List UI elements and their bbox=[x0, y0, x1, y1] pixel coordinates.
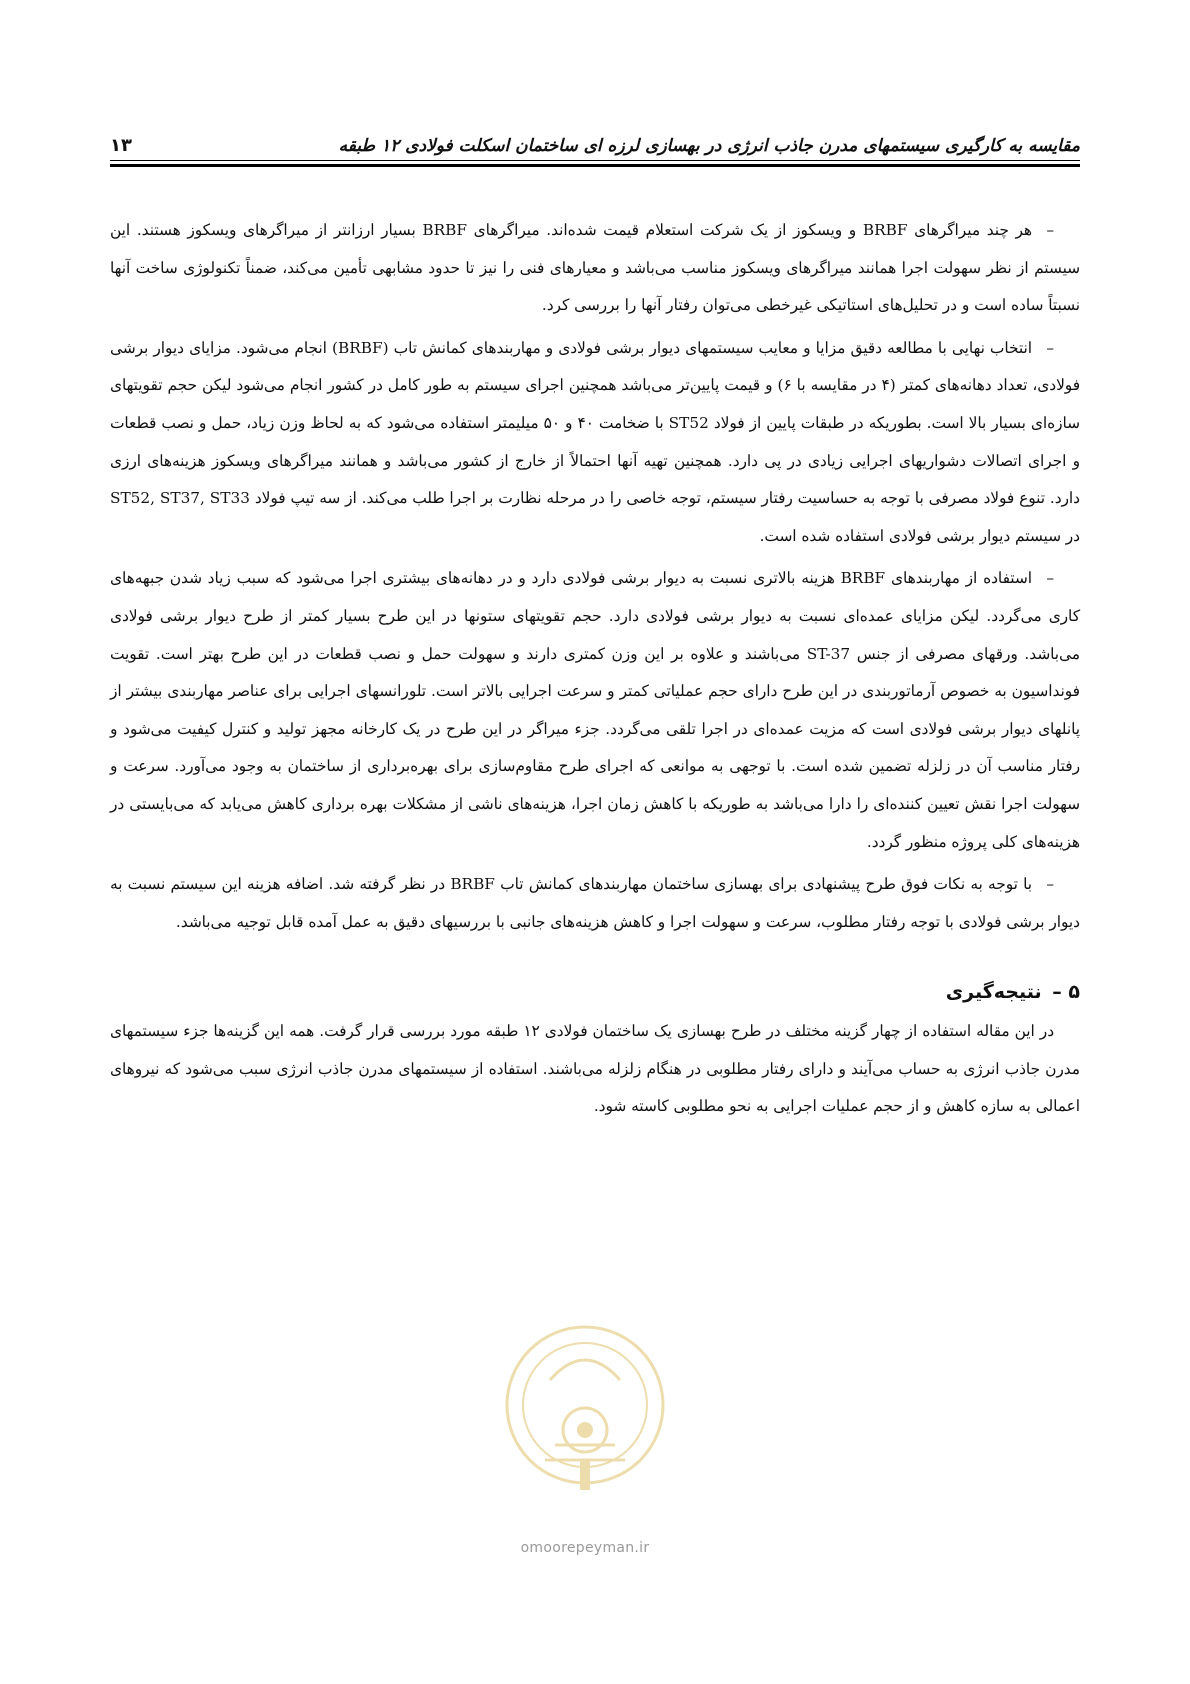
bullet-dash: – bbox=[1046, 875, 1055, 894]
bullet-paragraph bbox=[110, 560, 1080, 861]
body-content bbox=[110, 212, 1080, 1126]
section-title: نتیجه‌گیری bbox=[945, 981, 1042, 1004]
bullet-paragraph bbox=[110, 866, 1080, 941]
bullet-paragraph bbox=[110, 330, 1080, 556]
section-number: ۵ – bbox=[1052, 981, 1080, 1004]
running-title: مقایسه به کارگیری سیستمهای مدرن جاذب انرژی در بهسازی لرزه ای ساختمان اسکلت فولادی ۱۲ طبقه bbox=[338, 136, 1080, 156]
bullet-dash: – bbox=[1046, 569, 1054, 588]
header-rule-thick bbox=[110, 164, 1080, 167]
bullet-dash: – bbox=[1046, 221, 1054, 239]
paragraph-text: هر چند میراگرهای BRBF و ویسکوز از یک شرکت استعلام قیمت شده‌اند. میراگرهای BRBF بسیار ارزانتر از میراگرهای ویسکوز هستند. این سیستم از نظر سهولت اجرا همانند میراگرهای ویسکوز مناسب می‌باشد و معیارهای فنی را نیز تا حدود مشابهی تأمین می‌کند، ضمناً تکنولوژی ساخت آنها نسبتاً ساده است و در تحلیل‌های استاتیکی غیرخطی می‌توان رفتار آنها را بررسی کرد. bbox=[110, 221, 1080, 315]
conclusion-paragraph: در این مقاله استفاده از چهار گزینه مختلف در طرح بهسازی یک ساختمان فولادی ۱۲ طبقه مورد بررسی قرار گرفت. همه این گزینه‌ها جزء سیستمهای مدرن جاذب انرژی به حساب می‌آیند و دارای رفتار مطلوبی در هنگام زلزله می‌باشند. استفاده از سیستمهای مدرن جاذب انرژی سبب می‌شود که نیروهای اعمالی به سازه کاهش و از حجم عملیات اجرایی به نحو مطلوبی کاسته شود. bbox=[110, 1022, 1080, 1116]
watermark-text: omoorepeyman.ir bbox=[520, 1540, 650, 1556]
paragraph-text: استفاده از مهاربندهای BRBF هزینه بالاتری نسبت به دیوار برشی فولادی دارد و در دهانه‌های بیشتری اجرا می‌شود که سبب زیاد شدن جبهه‌های کاری می‌گردد. لیکن مزایای عمده‌ای نسبت به دیوار برشی فولادی دارد. حجم تقویتهای ستونها در این طرح بسیار کمتر از طرح دیوار برشی فولادی می‌باشد. ورقهای مصرفی از جنس ST-37 می‌باشند و علاوه بر این وزن کمتری دارند و سهولت حمل و نصب قطعات در این طرح بهتر است. تقویت فونداسیون به خصوص آرماتوربندی در این طرح دارای حجم عملیاتی کمتر و سرعت اجرایی بالاتر است. تلورانسهای اجرایی برای عناصر مهاربندی بیشتر از پانلهای دیوار برشی فولادی است که مزیت عمده‌ای در اجرا تلقی می‌گردد. جزء میراگر در این طرح در یک کارخانه مجهز تولید و کنترل کیفیت می‌شود و رفتار مناسب آن در زلزله تضمین شده است. با توجهی به موانعی که اجرای طرح مقاوم‌سازی برای بهره‌برداری از ساختمان به وجود می‌آورد. سرعت و سهولت اجرا نقش تعیین کننده‌ای را دارا می‌باشد به طوریکه با کاهش زمان اجرا، هزینه‌های ناشی از مشکلات بهره برداری کاهش می‌یابد که می‌بایستی در هزینه‌های کلی پروژه منظور گردد. bbox=[110, 569, 1081, 851]
bullet-paragraph bbox=[110, 212, 1080, 325]
page-number: ۱۳ bbox=[110, 135, 132, 156]
page-header bbox=[110, 128, 1080, 156]
watermark-seal-icon bbox=[500, 1310, 670, 1510]
paragraph-text: با توجه به نکات فوق طرح پیشنهادی برای بهسازی ساختمان مهاربندهای کمانش تاب BRBF در نظر گرفته شد. اضافه هزینه این سیستم نسبت به دیوار برشی فولادی با توجه رفتار مطلوب، سرعت و سهولت اجرا و کاهش هزینه‌های جانبی با بررسیهای دقیق به عمل آمده قابل توجیه می‌باشد. bbox=[110, 875, 1080, 931]
header-rule-thin bbox=[110, 160, 1080, 161]
bullet-dash: – bbox=[1046, 338, 1054, 357]
paragraph-text: انتخاب نهایی با مطالعه دقیق مزایا و معایب سیستمهای دیوار برشی فولادی و مهاربندهای کمانش تاب (BRBF) انجام می‌شود. مزایای دیوار برشی فولادی، تعداد دهانه‌های کمتر (۴ در مقایسه با ۶) و قیمت پایین‌تر می‌باشد همچنین اجرای سیستم به طور کامل در کشور انجام می‌شود لیکن حجم تقویتهای سازه‌ای بسیار بالا است. بطوریکه در طبقات پایین از فولاد ST52 با ضخامت ۴۰ و ۵۰ میلیمتر استفاده می‌شود که به لحاظ وزن زیاد، حمل و نصب قطعات و اجرای اتصالات دشواریهای اجرایی زیادی در پی دارد. همچنین تهیه آنها احتمالاً از خارج از کشور می‌باشد و همانند میراگرهای ویسکوز هزینه‌های ارزی دارد. تنوع فولاد مصرفی با توجه به حساسیت رفتار سیستم، توجه خاصی را در مرحله نظارت بر اجرا طلب می‌کند. از سه تیپ فولاد ST52, ST37, ST33 در سیستم دیوار برشی فولادی استفاده شده است. bbox=[110, 338, 1081, 545]
section-heading bbox=[110, 977, 1080, 1007]
